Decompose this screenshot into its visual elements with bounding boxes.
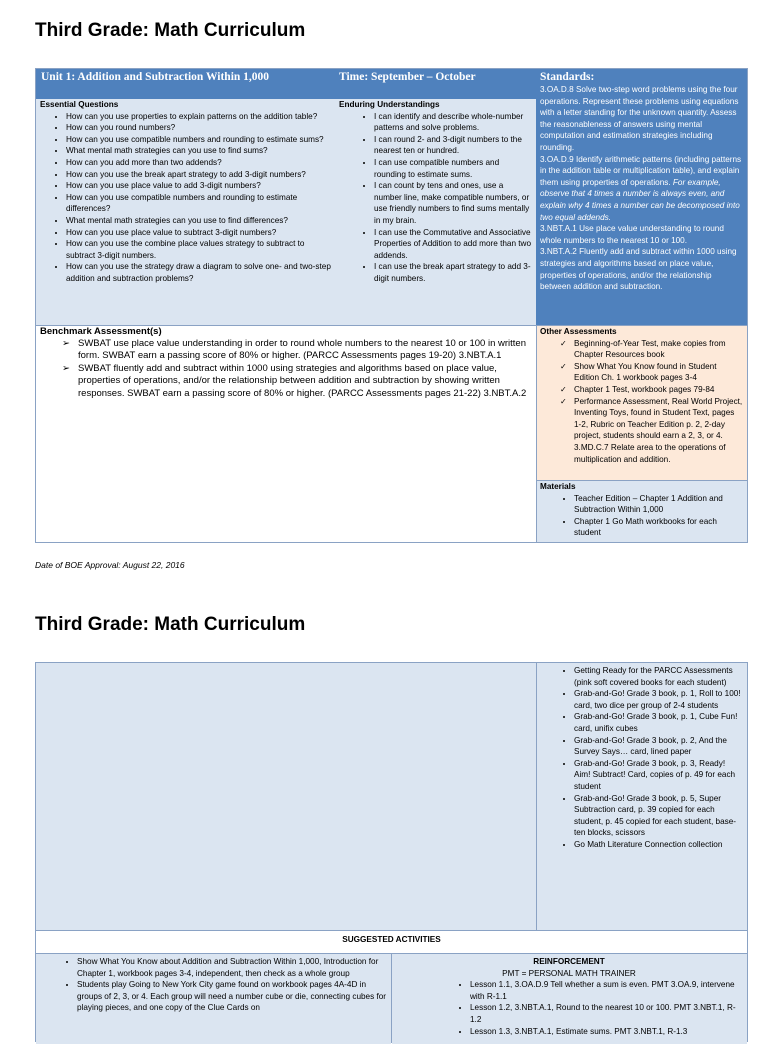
materials-item: • Getting Ready for the PARCC Assessments (pink soft covered books for each student) bbox=[574, 665, 743, 688]
materials-item: • Teacher Edition – Chapter 1 Addition and Subtraction Within 1,000 bbox=[574, 493, 743, 516]
materials-item: • Grab-and-Go! Grade 3 book, p. 5, Super Subtraction card, p. 39 copied for each student, p. 45 copied for each student, base-ten blocks, scissors bbox=[574, 793, 743, 839]
standards-label: Standards: bbox=[540, 71, 595, 83]
essential-question-item: • How can you use the strategy draw a diagram to solve one- and two-step addition and subtraction problems? bbox=[66, 261, 334, 284]
materials-item: • Grab-and-Go! Grade 3 book, p. 1, Cube Fun! card, unifix cubes bbox=[574, 711, 743, 734]
page-title-repeat: Third Grade: Math Curriculum bbox=[35, 614, 306, 635]
essential-question-item: • What mental math strategies can you use to find sums? bbox=[66, 145, 334, 157]
table-header bbox=[36, 69, 536, 99]
materials-item: • Grab-and-Go! Grade 3 book, p. 2, And the Survey Says… card, lined paper bbox=[574, 735, 743, 758]
standard-nbt-a1: 3.NBT.A.1 Use place value understanding to round whole numbers to the nearest 10 or 100. bbox=[540, 224, 724, 245]
standard-nbt-a2: 3.NBT.A.2 Fluently add and subtract within 1000 using strategies and algorithms based on place value, properties of operations, and/or the relationship between addition and subtraction. bbox=[540, 247, 737, 292]
suggested-activity-item: • Show What You Know about Addition and Subtraction Within 1,000, Introduction for Chapter 1, workbook pages 3-4, independent, then check as a whole group bbox=[77, 956, 387, 979]
reinforcement-item: • Lesson 1.2, 3.NBT.A.1, Round to the nearest 10 or 100. PMT 3.NBT.1, R-1.2 bbox=[470, 1002, 743, 1025]
materials-item: • Go Math Literature Connection collection bbox=[574, 839, 743, 851]
other-assessments-cell bbox=[537, 326, 747, 480]
materials-item: • Grab-and-Go! Grade 3 book, p. 3, Ready! Aim! Subtract! Card, copies of p. 49 for each student bbox=[574, 758, 743, 793]
essential-question-item: • How can you use properties to explain patterns on the addition table? bbox=[66, 111, 334, 123]
standards-cell bbox=[536, 69, 747, 325]
essential-question-item: • How can you use compatible numbers and rounding to estimate differences? bbox=[66, 192, 334, 215]
enduring-understandings-label: Enduring Understandings bbox=[339, 100, 440, 109]
other-assessment-item: ✓ Performance Assessment, Real World Project, Inventing Toys, found in Student Text, pages 1-2, Rubric on Teacher Edition p. 2, 2-day project, students should earn a 2, 3, or 4. 3.MD.C.7 Relate area to the operations of multiplication and addition. bbox=[574, 396, 743, 466]
suggested-activities-header bbox=[36, 931, 747, 953]
enduring-understanding-item: • I can round 2- and 3-digit numbers to the nearest ten or hundred. bbox=[374, 134, 532, 157]
unit-title: Unit 1: Addition and Subtraction Within 1,000 bbox=[41, 71, 270, 83]
suggested-activities-cell bbox=[36, 954, 391, 1044]
suggested-activity-item: • Students play Going to New York City game found on workbook pages 4A-4D in groups of 2, 3, or 4. Each group will need a number cube or die, connecting cubes for playing pieces, and one copy of the Clue Cards on bbox=[77, 979, 387, 1014]
materials-cell bbox=[537, 481, 747, 542]
enduring-understanding-item: • I can use the break apart strategy to add 3-digit numbers. bbox=[374, 261, 532, 284]
materials-continued-cell bbox=[537, 663, 747, 930]
materials-list bbox=[540, 493, 743, 539]
enduring-understandings-cell bbox=[336, 99, 536, 325]
essential-questions-list bbox=[40, 111, 334, 285]
other-assessment-item: ✓ Beginning-of-Year Test, make copies from Chapter Resources book bbox=[574, 338, 743, 361]
pmt-label: PMT = PERSONAL MATH TRAINER bbox=[502, 968, 636, 978]
curriculum-table-continued bbox=[35, 662, 748, 1042]
other-assessments-list bbox=[540, 338, 743, 466]
suggested-activities-list bbox=[39, 956, 387, 1014]
reinforcement-list bbox=[395, 979, 743, 1037]
reinforcement-label: REINFORCEMENT bbox=[533, 957, 605, 966]
essential-question-item: • How can you use the combine place values strategy to subtract to subtract 3-digit numbers. bbox=[66, 238, 334, 261]
enduring-understanding-item: • I can identify and describe whole-number patterns and solve problems. bbox=[374, 111, 532, 134]
empty-left-cell bbox=[36, 663, 536, 930]
benchmark-label: Benchmark Assessment(s) bbox=[40, 326, 162, 337]
enduring-understandings-list bbox=[339, 111, 532, 285]
enduring-understanding-item: • I can use compatible numbers and rounding to estimate sums. bbox=[374, 157, 532, 180]
essential-questions-cell bbox=[36, 99, 336, 325]
other-assessment-item: ✓ Show What You Know found in Student Edition Ch. 1 workbook pages 3-4 bbox=[574, 361, 743, 384]
time-label: Time: September – October bbox=[339, 71, 476, 83]
materials-item: • Chapter 1 Go Math workbooks for each student bbox=[574, 516, 743, 539]
essential-question-item: • How can you use place value to subtract 3-digit numbers? bbox=[66, 227, 334, 239]
essential-question-item: • How can you use compatible numbers and rounding to estimate sums? bbox=[66, 134, 334, 146]
essential-question-item: • How can you add more than two addends? bbox=[66, 157, 334, 169]
benchmark-cell bbox=[36, 326, 536, 542]
essential-question-item: • How can you use the break apart strategy to add 3-digit numbers? bbox=[66, 169, 334, 181]
standard-oa-d9: 3.OA.D.9 Identify arithmetic patterns (including patterns in the addition table or multiplication table), and explain them using properties of operations. For example, observe that 4 times a number is always even, and explain why 4 times a number can be decomposed into two equal addends. bbox=[540, 154, 742, 222]
suggested-activities-label: SUGGESTED ACTIVITIES bbox=[342, 935, 441, 944]
essential-question-item: • What mental math strategies can you use to find differences? bbox=[66, 215, 334, 227]
reinforcement-item: • Lesson 1.1, 3.OA.D.9 Tell whether a sum is even. PMT 3.OA.9, intervene with R-1.1 bbox=[470, 979, 743, 1002]
enduring-understanding-item: • I can count by tens and ones, use a number line, make compatible numbers, or use friendly numbers to find sums mentally in my brain. bbox=[374, 180, 532, 226]
benchmark-item: ➢ SWBAT fluently add and subtract within 1000 using strategies and algorithms based on place value, properties of operations, and/or the relationship between addition and subtraction by showing written responses. SWBAT earn a passing score of 80% or higher. (PARCC Assessments pages 21-22) 3.NBT.A.2 bbox=[78, 363, 530, 400]
standard-oa-d8: 3.OA.D.8 Solve two-step word problems using the four operations. Represent these problems using equations with a letter standing for the unknown quantity. Assess the reasonableness of answers using mental computation and estimation strategies including rounding. bbox=[540, 85, 739, 152]
benchmark-item: ➢ SWBAT use place value understanding in order to round whole numbers to the nearest 10 or 100 in written form. SWBAT earn a passing score of 80% or higher. (PARCC Assessments pages 19-20) 3.NBT.A.1 bbox=[78, 338, 530, 363]
other-assessment-item: ✓ Chapter 1 Test, workbook pages 79-84 bbox=[574, 384, 743, 396]
materials-label: Materials bbox=[540, 482, 576, 491]
reinforcement-item: • Lesson 1.3, 3.NBT.A.1, Estimate sums. PMT 3.NBT.1, R-1.3 bbox=[470, 1026, 743, 1038]
essential-question-item: • How can you round numbers? bbox=[66, 122, 334, 134]
benchmark-list bbox=[40, 338, 530, 400]
other-assessments-label: Other Assessments bbox=[540, 327, 617, 336]
boe-approval-date: Date of BOE Approval: August 22, 2016 bbox=[35, 560, 185, 570]
essential-question-item: • How can you use place value to add 3-digit numbers? bbox=[66, 180, 334, 192]
materials-continued-list bbox=[540, 665, 743, 851]
curriculum-table bbox=[35, 68, 748, 543]
materials-item: • Grab-and-Go! Grade 3 book, p. 1, Roll to 100! card, two dice per group of 2-4 students bbox=[574, 688, 743, 711]
reinforcement-cell bbox=[392, 954, 747, 1044]
enduring-understanding-item: • I can use the Commutative and Associative Properties of Addition to add more than two addends. bbox=[374, 227, 532, 262]
page-title: Third Grade: Math Curriculum bbox=[35, 20, 306, 41]
essential-questions-label: Essential Questions bbox=[40, 100, 119, 109]
